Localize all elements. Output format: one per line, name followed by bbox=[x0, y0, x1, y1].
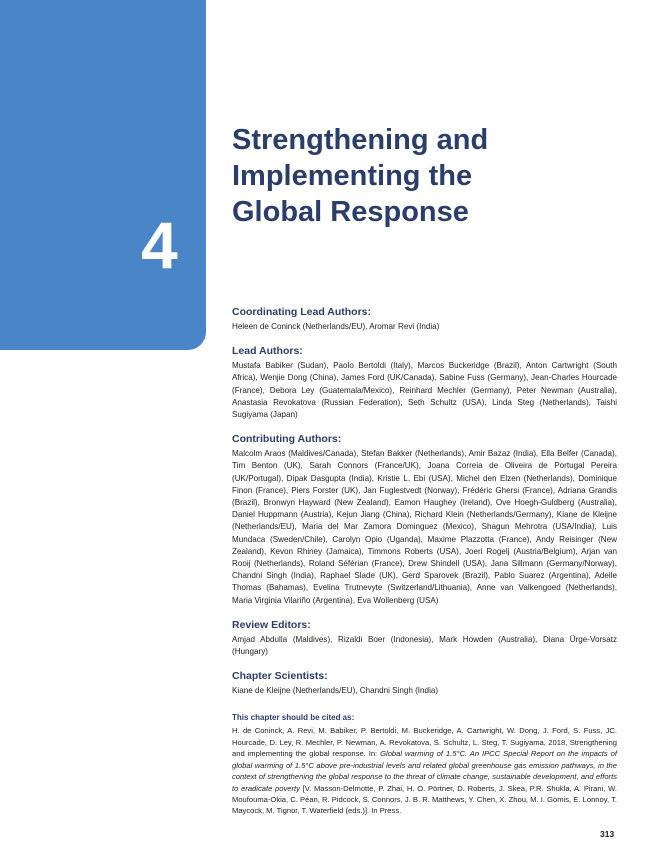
chapter-title-line: Global Response bbox=[232, 196, 469, 228]
chapter-number: 4 bbox=[141, 208, 178, 282]
section-names: Amjad Abdulla (Maldives), Rizaldi Boer (Indonesia), Mark Howden (Australia), Diana Ürge-Vorsatz (Hungary) bbox=[232, 634, 617, 657]
citation-tail: [V. Masson-Delmotte, P. Zhai, H. O. Pörtner, D. Roberts, J. Skea, P.R. Shukla, A. Pirani, W. Moufouma-Okia, C. Péan, R. Pidcock, S. Connors, J. B. R. Matthews, Y. Chen, X. Zhou, M. I. Gomis, E. Lonnoy, T. Maycock, M. Tignor, T. Waterfield (eds.)]. In Press. bbox=[232, 783, 617, 816]
section-heading: Chapter Scientists: bbox=[232, 670, 328, 683]
section-heading: Contributing Authors: bbox=[232, 433, 342, 446]
chapter-title-line: Strengthening and bbox=[232, 124, 489, 156]
citation-heading: This chapter should be cited as: bbox=[232, 713, 355, 723]
lead-authors-section bbox=[232, 345, 617, 421]
section-heading: Coordinating Lead Authors: bbox=[232, 306, 372, 318]
author-list bbox=[232, 306, 617, 817]
chapter-color-block bbox=[0, 0, 206, 350]
coordinating-lead-authors-section bbox=[232, 306, 617, 333]
section-names: Heleen de Coninck (Netherlands/EU), Aromar Revi (India) bbox=[232, 322, 440, 331]
review-editors-section bbox=[232, 619, 617, 658]
section-heading: Lead Authors: bbox=[232, 345, 303, 358]
citation-text bbox=[232, 725, 617, 816]
citation-lead: H. de Coninck, A. Revi, M. Babiker, P. Bertoldi, M. Buckeridge, A. Cartwright, W. Dong, J. Ford, S. Fuss, JC. Hourcade, D. Ley, R. Mechler, P. Newman, A. Revokatova, S. Schultz, L. Steg, T. Sugiyama, 2018, Strengthening and implementing the global response. In: bbox=[232, 726, 617, 759]
contributing-authors-section bbox=[232, 433, 617, 607]
section-names: Mustafa Babiker (Sudan), Paolo Bertoldi (Italy), Marcos Buckeridge (Brazil), Anton Cartwright (South Africa), Wenjie Dong (China), James Ford (UK/Canada), Sabine Fuss (Germany), Jean-Charles Hourcade (France), Debora Ley (Guatemala/Mexico), Reinhard Mechler (Germany), Peter Newman (Australia), Anastasia Revokatova (Russian Federation), Seth Schultz (USA), Linda Steg (Netherlands), Taishi Sugiyama (Japan) bbox=[232, 361, 617, 420]
section-heading: Review Editors: bbox=[232, 618, 311, 631]
citation-block bbox=[232, 713, 617, 816]
section-names: Kiane de Kleijne (Netherlands/EU), Chandni Singh (India) bbox=[232, 686, 439, 696]
section-names: Malcolm Araos (Maldives/Canada), Stefan Bakker (Netherlands), Amir Bazaz (India), Ella Belfer (Canada), Tim Benton (UK), Sarah Connors (France/UK), Joana Correia de Oliveira de Portugal Pereira (UK/Portugal), Dipak Dasgupta (India), Kristie L. Ebi (USA), Michel den Elzen (Netherlands), Dominique Finon (France), Piers Forster (UK), Jan Fuglestvedt (Norway), Frédéric Ghersi (France), Adriana Grandis (Brazil), Bronwyn Hayward (New Zealand), Eamon Haughey (Ireland), Ove Hoegh-Guldberg (Australia), Daniel Huppmann (Austria), Kejun Jiang (China), Richard Klein (Netherlands/Germany), Kiane de Kleijne (Netherlands/EU), Maria del Mar Zamora Dominguez (Mexico), Shagun Mehrotra (USA/India), Luis Mundaca (Sweden/Chile), Carolyn Opio (Uganda), Maxime Plazzotta (France), Andy Reisinger (New Zealand), Kevon Rhiney (Jamaica), Timmons Roberts (USA), Joeri Rogelj (Austria/Belgium), Arjan van Rooij (Netherlands), Roland Séférian (France), Drew Shindell (USA), Jana Sillmann (Germany/Norway), Chandni Singh (India), Raphael Slade (UK), Gerd Sparovek (Brazil), Pablo Suarez (Argentina), Adelle Thomas (Bahamas), Evelina Trutnevyte (Switzerland/Lithuania), Anne van Valkengoed (Netherlands), Maria Virginia Vilariño (Argentina), Eva Wollenberg (USA) bbox=[232, 449, 617, 605]
citation-report-title: Global warming of 1.5°C. An IPCC Special Report on the impacts of global warming of 1.5°C above pre-industrial levels and related global greenhouse gas emission pathways, in the context of strengthening the global response to the threat of climate change, sustainable development, and efforts to eradicate poverty bbox=[232, 749, 617, 793]
chapter-title-line: Implementing the bbox=[232, 160, 473, 192]
chapter-scientists-section bbox=[232, 670, 617, 697]
page-number: 313 bbox=[600, 829, 615, 839]
chapter-title bbox=[232, 122, 632, 230]
